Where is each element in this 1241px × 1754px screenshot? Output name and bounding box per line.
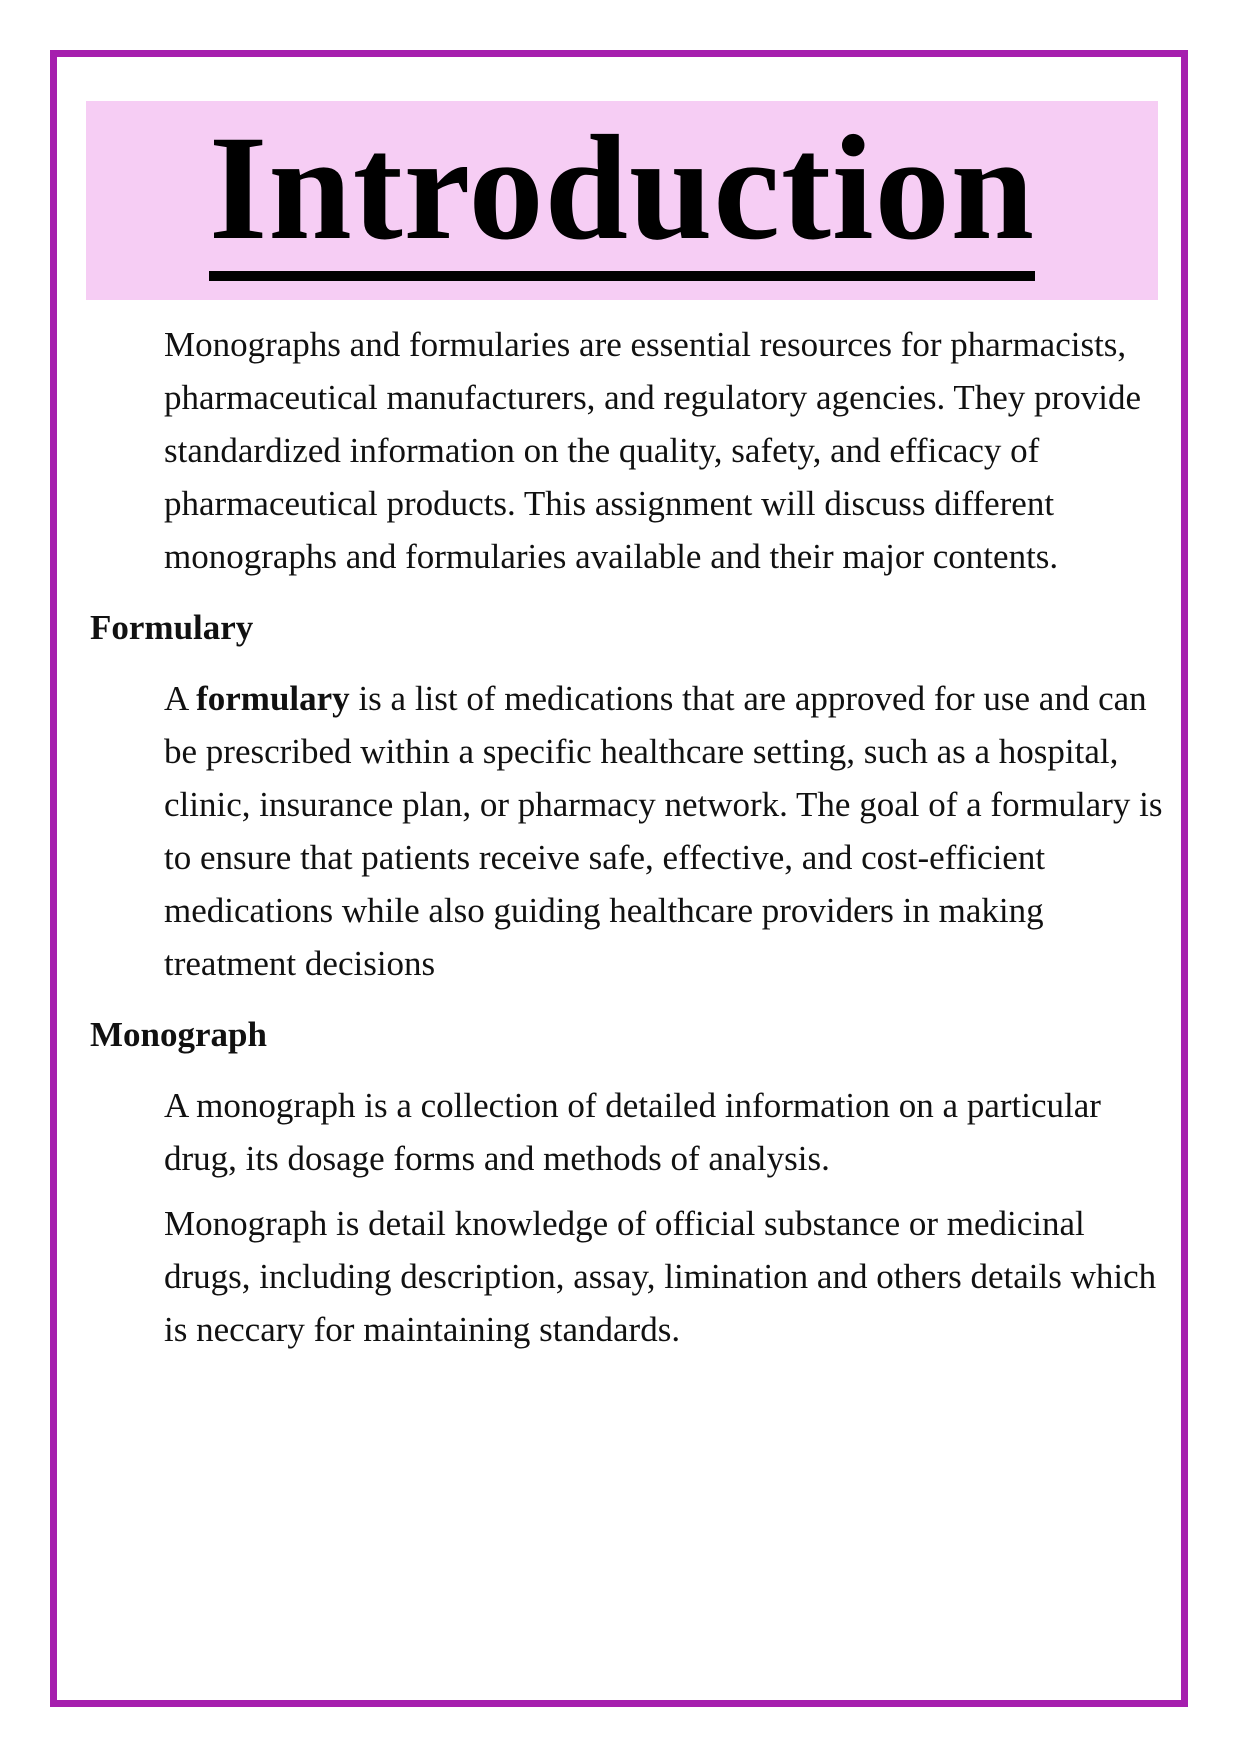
title-banner [86,101,1158,300]
monograph-paragraph-2: Monograph is detail knowledge of official substance or medicinal drugs, including description, assay, limination and others details which is neccary for maintaining standards. [164,1204,1157,1349]
formulary-heading: Formulary [90,608,254,647]
page-title: Introduction [209,113,1035,281]
formulary-paragraph [164,672,1164,990]
formulary-lead: A [164,679,197,718]
monograph-paragraph-1: A monograph is a collection of detailed information on a particular drug, its dosage forms and methods of analysis. [164,1086,1101,1178]
formulary-term: formulary [196,679,350,718]
document-body [90,318,1163,1356]
intro-paragraph: Monographs and formularies are essential resources for pharmacists, pharmaceutical manufacturers, and regulatory agencies. They provide standardized information on the quality, safety, and efficacy of pharmaceutical products. This assignment will discuss different monographs and formularies available and their major contents. [164,325,1141,576]
formulary-definition: is a list of medications that are approved for use and can be prescribed within a specific healthcare setting, such as a hospital, clinic, insurance plan, or pharmacy network. The goal of a formulary is to ensure that patients receive safe, effective, and cost-efficient medications while also guiding healthcare providers in making treatment decisions [164,679,1163,983]
monograph-heading: Monograph [90,1015,267,1054]
